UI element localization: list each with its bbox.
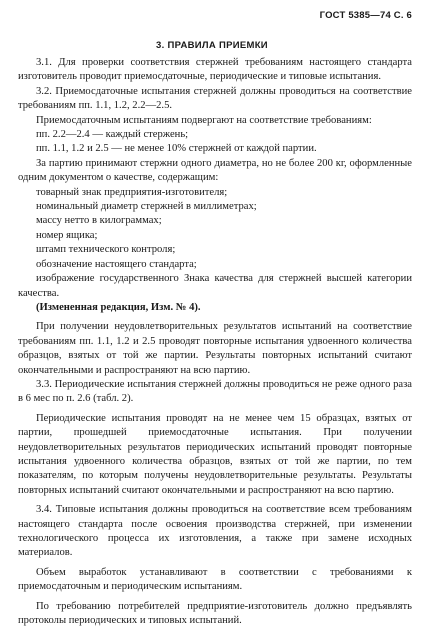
paragraph: 3.4. Типовые испытания должны проводиться на соответствие всем требованиям настоящего стандарта после освоения производства стержней, при изменении технологического процесса их изготовления, а также при замене исходных материалов. — [18, 504, 412, 559]
paragraph: товарный знак предприятия-изготовителя; — [36, 186, 228, 198]
paragraph: 3.3. Периодические испытания стержней должны проводиться не реже одного раза в 6 мес по п. 2.6 (табл. 2). — [18, 378, 412, 405]
paragraph: массу нетто в килограммах; — [36, 215, 162, 227]
section-title: 3. ПРАВИЛА ПРИЕМКИ — [156, 40, 268, 51]
paragraph: Периодические испытания проводят на не менее чем 15 образцах, взятых от партии, прошедшей приемосдаточные испытания. При получении неудовлетворительных результатов периодических испытаний проводят повторные испытания удвоенного количества образцов, взятых от той же партии, по тем показателям, по которым получены неудовлетворительные результаты. Результаты повторных испытаний считают окончательными и распространяют на всю партию. — [18, 412, 412, 496]
paragraph: пп. 1.1, 1.2 и 2.5 — не менее 10% стержней от каждой партии. — [36, 143, 317, 155]
page-header: ГОСТ 5385—74 С. 6 — [319, 10, 412, 21]
body-text — [18, 56, 412, 628]
paragraph: При получении неудовлетворительных результатов испытаний на соответствие требованиям пп. 1.1, 1.2 и 2.5 проводят повторные испытания удвоенного количества образцов, взятых от той же партии. Результаты повторных испытаний считают окончательными и распространяют на всю партию. — [18, 321, 412, 376]
paragraph: По требованию потребителей предприятие-изготовитель должно предъявлять протоколы периодических и типовых испытаний. — [18, 600, 412, 627]
paragraph: номинальный диаметр стержней в миллиметрах; — [36, 201, 257, 213]
paragraph: обозначение настоящего стандарта; — [36, 258, 197, 270]
paragraph: пп. 2.2—2.4 — каждый стержень; — [36, 129, 189, 141]
paragraph: Объем выработок устанавливают в соответствии с требованиями к приемосдаточным и периодическим испытаниям. — [18, 566, 412, 593]
paragraph: За партию принимают стержни одного диаметра, но не более 200 кг, оформленные одним документом о качестве, содержащим: — [18, 157, 412, 184]
paragraph: изображение государственного Знака качества для стержней высшей категории качества. — [18, 273, 412, 299]
paragraph: штамп технического контроля; — [36, 244, 176, 256]
paragraph: 3.1. Для проверки соответствия стержней требованиям настоящего стандарта изготовитель проводит приемосдаточные, периодические и типовые испытания. — [18, 57, 412, 83]
paragraph: (Измененная редакция, Изм. № 4). — [36, 301, 201, 313]
paragraph: номер ящика; — [36, 229, 98, 241]
paragraph: Приемосдаточным испытаниям подвергают на соответствие требованиям: — [36, 114, 372, 126]
paragraph: 3.2. Приемосдаточные испытания стержней должны проводиться на соответствие требованиям пп. 1.1, 1.2, 2.2—2.5. — [18, 85, 412, 112]
